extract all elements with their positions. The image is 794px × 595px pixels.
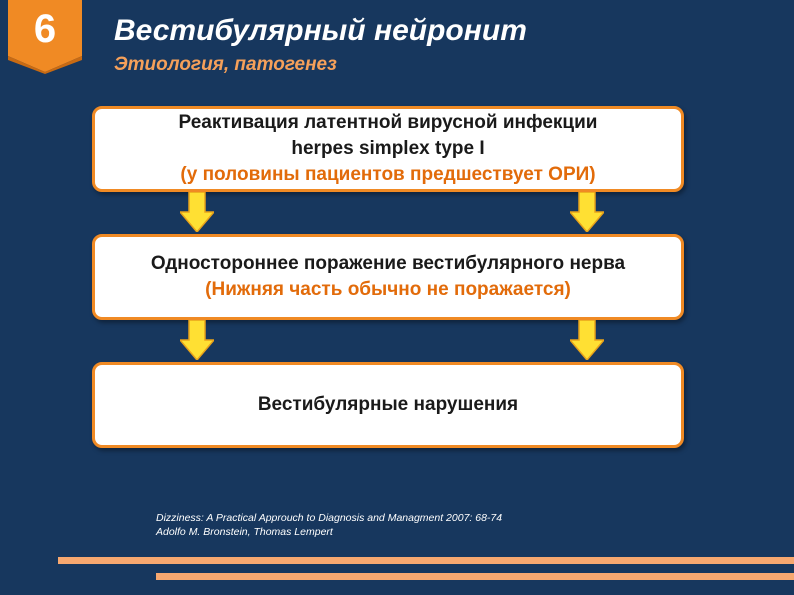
box-text-line: Реактивация латентной вирусной инфекции xyxy=(178,112,598,133)
slide-subtitle: Этиология, патогенез xyxy=(114,54,337,75)
flow-box-nerve-damage xyxy=(92,234,684,320)
box-note-line: (Нижняя часть обычно не поражается) xyxy=(205,279,571,300)
slide-number: 6 xyxy=(33,7,57,51)
reference-line: Adolfo M. Bronstein, Thomas Lempert xyxy=(156,526,333,538)
reference-line: Dizziness: A Practical Approuch to Diagnosis and Managment 2007: 68-74 xyxy=(156,512,503,524)
slide-number-badge xyxy=(8,0,82,74)
decorative-bar xyxy=(156,573,794,580)
down-arrow-icon xyxy=(180,320,214,360)
box-text-line: Вестибулярные нарушения xyxy=(257,394,519,415)
slide-title: Вестибулярный нейронит xyxy=(114,14,527,47)
box-note-line: (у половины пациентов предшествует ОРИ) xyxy=(180,164,596,185)
flow-box-viral-reactivation xyxy=(92,106,684,192)
down-arrow-icon xyxy=(570,320,604,360)
box-text-line: Одностороннее поражение вестибулярного нерва xyxy=(150,253,626,274)
flow-box-vestibular-disorders xyxy=(92,362,684,448)
box-text-line: herpes simplex type I xyxy=(291,138,485,159)
down-arrow-icon xyxy=(570,192,604,232)
reference-citation xyxy=(156,511,502,539)
down-arrow-icon xyxy=(180,192,214,232)
decorative-bar xyxy=(58,557,794,564)
